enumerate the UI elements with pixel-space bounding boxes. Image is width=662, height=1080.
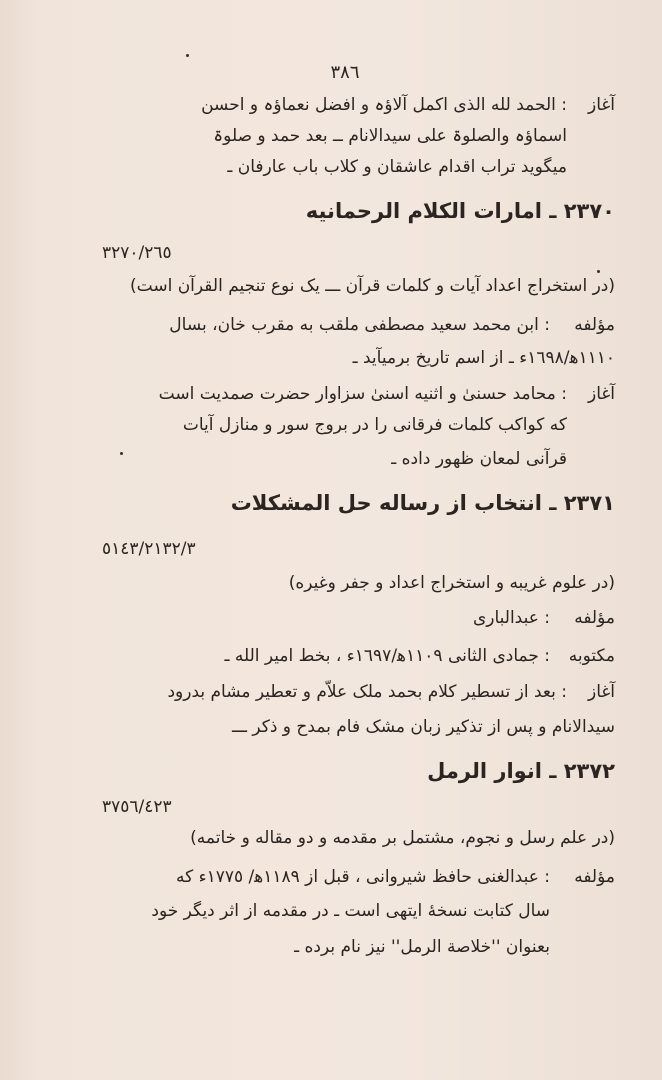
- text-line: قرآنی لمعان ظهور داده ـ: [391, 449, 567, 469]
- label-aghaz: آغاز: [587, 384, 615, 404]
- text-line: : بعد از تسطیر کلام بحمد ملک علاّم و تعطیر مشام بدرود: [167, 682, 567, 702]
- text-line: میگوید تراب اقدام عاشقان و کلاب باب عارفان ـ: [227, 157, 567, 177]
- text-line: : محامد حسنیٰ و اثنیه اسنیٰ سزاوار حضرت صمدیت است: [158, 384, 567, 404]
- entry-description: (در علوم غریبه و استخراج اعداد و جفر وغیره): [288, 573, 615, 593]
- speck-mark: [120, 452, 123, 455]
- author-text-continued: بعنوان ''خلاصة الرمل'' نیز نام برده ـ: [294, 937, 550, 957]
- author-text: : عبدالغنی حافظ شیروانی ، قبل از ١١٨٩ه‍/ ١٧٧٥ء که: [175, 867, 550, 887]
- page-number: ٣٨٦: [330, 62, 360, 83]
- scribe-text: : جمادی الثانی ١١٠٩ه‍/١٦٩٧ء ، بخط امیر الله ـ: [224, 646, 550, 666]
- entry-description: (در علم رسل و نجوم، مشتمل بر مقدمه و دو مقاله و خاتمه): [190, 828, 615, 848]
- entry-heading: ٢٣٧٠ ـ امارات الکلام الرحمانیه: [305, 199, 615, 223]
- label-author: مؤلفه: [574, 608, 615, 628]
- entry-description: (در استخراج اعداد آیات و کلمات قرآن ـــ یک نوع تنجیم القرآن است): [130, 276, 615, 296]
- text-line: : الحمد لله الذی اکمل آلاؤہ و افضل نعماؤہ و احسن: [201, 95, 567, 115]
- label-author: مؤلفه: [574, 867, 615, 887]
- entry-heading: ٢٣٧١ ـ انتخاب از رساله حل المشکلات: [230, 491, 615, 515]
- author-text-continued: سال کتابت نسخهٔ ایتهی است ـ در مقدمه از اثر دیگر خود: [151, 901, 550, 921]
- text-line: که کواکب کلمات فرقانی را در بروج سور و منازل آیات: [182, 415, 567, 435]
- text-line: اسماؤہ والصلوۃ علی سیدالانام ــ بعد حمد و صلوۃ: [213, 126, 567, 146]
- author-text-continued: ١١١٠ه‍/١٦٩٨ء ـ از اسم تاریخ برمیآید ـ: [352, 348, 615, 368]
- entry-heading: ٢٣٧٢ ـ انوار الرمل: [427, 759, 615, 783]
- entry-reference: ٥١٤٣/٢١٣٢/٣: [102, 539, 196, 559]
- speck-mark: [186, 54, 189, 57]
- label-aghaz: آغاز: [587, 682, 615, 702]
- label-scribe: مکتوبه: [568, 646, 615, 666]
- author-text: : عبدالباری: [472, 608, 550, 628]
- text-line: سیدالانام و پس از تذکیر زبان مشک فام بمدح و ذکر ـــ: [232, 717, 615, 737]
- label-author: مؤلفه: [574, 315, 615, 335]
- label-aghaz: آغاز: [587, 95, 615, 115]
- entry-reference: ٣٧٥٦/٤٢٣: [102, 797, 172, 817]
- entry-reference: ٣٢٧٠/٢٦٥: [102, 243, 172, 263]
- author-text: : ابن محمد سعید مصطفی ملقب به مقرب خان، بسال: [169, 315, 550, 335]
